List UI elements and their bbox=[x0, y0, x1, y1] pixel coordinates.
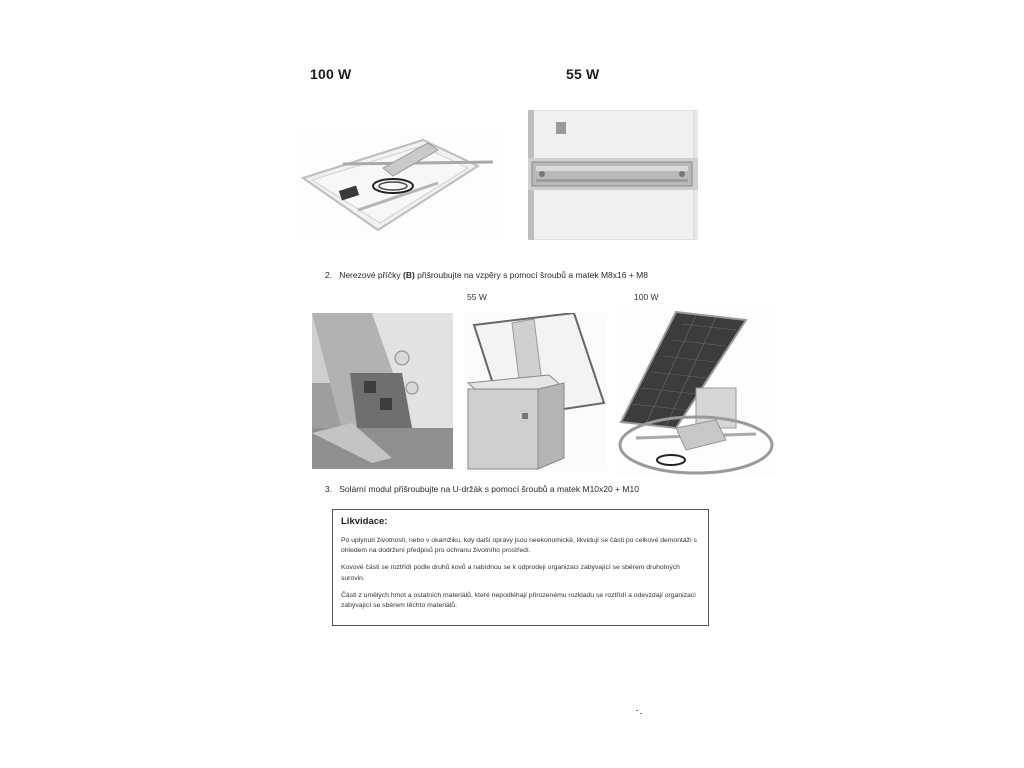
disposal-title: Likvidace: bbox=[341, 516, 388, 527]
step-2-instruction bbox=[325, 270, 648, 280]
disposal-paragraph-3: Části z umělých hmot a ostatních materiálů, které nepodléhají přirozenému rozkladu se roztřídí a odevzdají organizaci zabývající se sběrem těchto materiálů. bbox=[341, 591, 696, 609]
scan-speck bbox=[640, 713, 642, 714]
label-55w-top: 55 W bbox=[566, 66, 600, 82]
disposal-box bbox=[332, 509, 709, 626]
step-2-text-after: přišroubujte na vzpěry s pomocí šroubů a matek M8x16 + M8 bbox=[417, 270, 648, 280]
photo-100w-assembled bbox=[616, 310, 776, 476]
scan-speck bbox=[636, 710, 638, 711]
photo-100w-frame bbox=[298, 128, 498, 238]
label-100w-mid: 100 W bbox=[634, 292, 659, 302]
step-2-bold: (B) bbox=[402, 270, 415, 280]
label-55w-mid: 55 W bbox=[467, 292, 487, 302]
step-3-instruction bbox=[325, 484, 639, 494]
step-2-number: 2. bbox=[325, 270, 333, 280]
disposal-paragraph-2: Kovové části se roztřídí podle druhů kovů a nabídnou se k odprodeji organizaci zabývající se sběrem druhotných surovin. bbox=[341, 564, 680, 582]
step-2-text-before: Nerezové příčky bbox=[339, 270, 401, 280]
step-3-number: 3. bbox=[325, 484, 333, 494]
photo-55w-back bbox=[528, 110, 698, 240]
step-3-text: Solární modul přišroubujte na U-držák s pomocí šroubů a matek M10x20 + M10 bbox=[339, 484, 639, 494]
photo-55w-assembled bbox=[464, 313, 607, 471]
photo-bracket-closeup bbox=[312, 313, 453, 469]
disposal-paragraph-1: Po uplynutí životnosti, nebo v okamžiku, kdy další opravy jsou neekonomické, likvidují se části po celkové demontáži s ohledem na dodržení předpisů pro ochranu životního prostředí. bbox=[341, 537, 697, 555]
label-100w-top: 100 W bbox=[310, 66, 352, 82]
